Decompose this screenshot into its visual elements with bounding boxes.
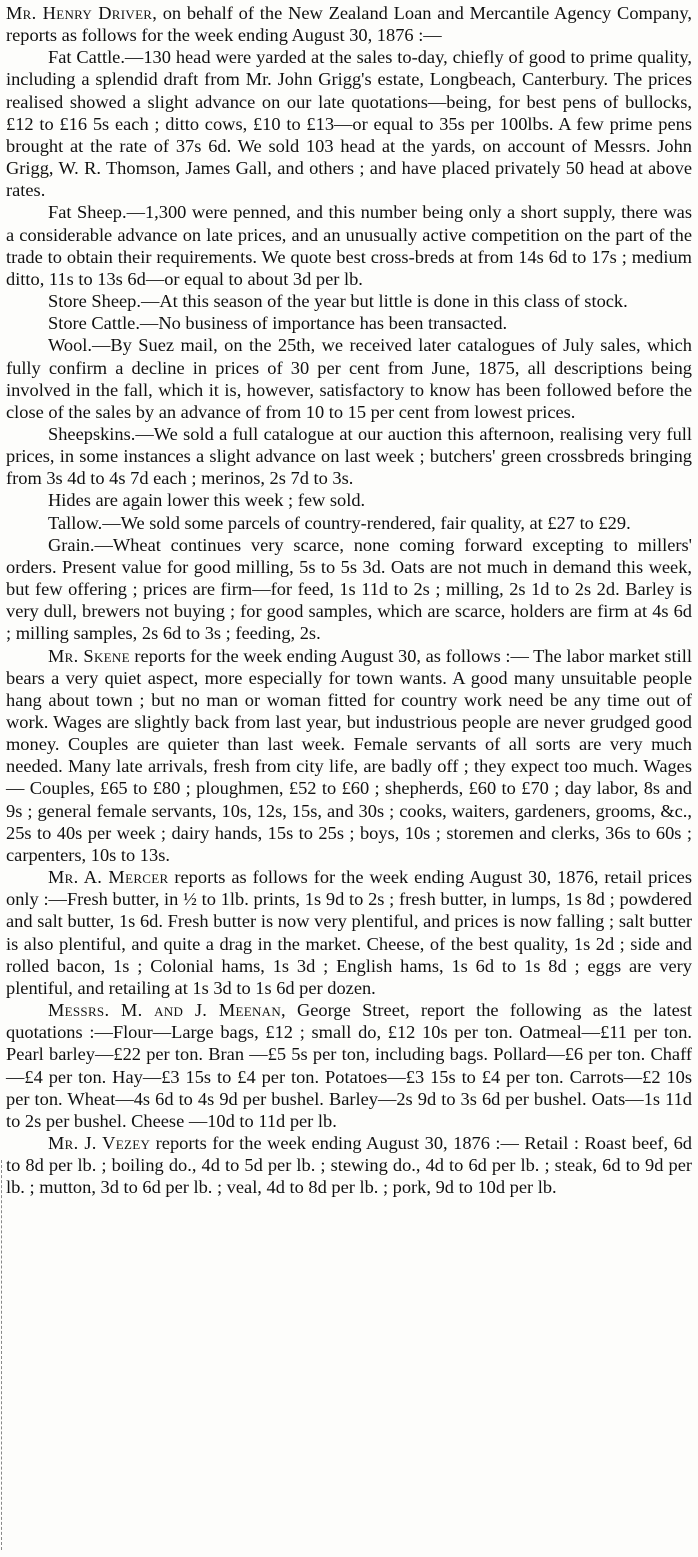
paragraph-text: Sheepskins.—We sold a full catalogue at our auction this afternoon, realising very full prices, in some instances a slight advance on last week ; butchers' green crossbreds bringing from 3s 4d to 4s 7d each ; merinos, 2s 7d to 3s. [6, 423, 692, 489]
paragraph-mercer-report [6, 866, 692, 999]
paragraph-vezey-report [6, 1132, 692, 1198]
paragraph-text: Fat Cattle.—130 head were yarded at the sales to-day, chiefly of good to prime quality, including a splendid draft from Mr. John Grigg's estate, Longbeach, Canterbury. The prices realised showed a slight advance on our late quotations—being, for best pens of bullocks, £12 to £16 5s each ; ditto cows, £10 to £13—or equal to 35s per 100lbs. A few prime pens brought at the rate of 37s 6d. We sold 103 head at the yards, on account of Messrs. John Grigg, W. R. Thomson, James Gall, and others ; and have placed privately 50 head at above rates. [6, 47, 692, 201]
paragraph-text: Grain.—Wheat continues very scarce, none coming forward excepting to millers' orders. Present value for good milling, 5s to 5s 3d. Oats are not much in demand this week, but few offering ; prices are firm—for feed, 1s 11d to 2s ; milling, 2s 1d to 2s 2d. Barley is very dull, brewers not buying ; for good samples, which are scarce, holders are firm at 4s 6d ; milling samples, 2s 6d to 3s ; feeding, 2s. [6, 534, 692, 644]
paragraph-skene-report [6, 645, 692, 867]
paragraph-grain [6, 534, 692, 645]
paragraph-text: Store Sheep.—At this season of the year but little is done in this class of stock. [48, 291, 628, 312]
paragraph-meenan-report [6, 999, 692, 1132]
paragraph-wool [6, 334, 692, 423]
reporter-name: Mr. J. Vezey [48, 1132, 151, 1153]
paragraph-text: , George Street, report the following as the latest quotations :—Flour—Large bags, £12 ; small do, £12 10s per ton. Oatmeal—£11 per ton. Pearl barley—£22 per ton. Bran —£5 5s per ton, including bags. Pollard—£6 per ton. Chaff—£4 per ton. Hay—£3 15s to £4 per ton. Potatoes—£3 15s to £4 per ton. Carrots—£2 10s per ton. Wheat—4s 6d to 4s 9d per bushel. Barley—2s 9d to 3s 6d per bushel. Oats—1s 11d to 2s per bushel. Cheese —10d to 11d per lb. [6, 1000, 692, 1131]
paragraph-text: reports as follows for the week ending August 30, 1876, retail prices only :—Fresh butter, in ½ to 1lb. prints, 1s 9d to 2s ; fresh butter, in lumps, 1s 8d ; powdered and salt butter, 1s 6d. Fresh butter is now very plentiful, and prices is now falling ; salt butter is also plentiful, and quite a drag in the market. Cheese, of the best quality, 1s 2d ; side and rolled bacon, 1s ; Colonial hams, 1s 3d ; English hams, 1s 6d to 1s 8d ; eggs are very plentiful, and retailing at 1s 3d to 1s 6d per dozen. [6, 867, 692, 998]
paragraph-store-sheep [6, 290, 692, 312]
paragraph-text: Hides are again lower this week ; few sold. [48, 490, 366, 511]
paragraph-text: Wool.—By Suez mail, on the 25th, we received later catalogues of July sales, which fully confirm a decline in prices of 30 per cent from June, 1875, all descriptions being involved in the fall, which it is, however, satisfactory to know has been followed before the close of the sales by an advance of from 10 to 15 per cent from lowest prices. [6, 335, 692, 422]
paragraph-fat-sheep [6, 201, 692, 290]
paragraph-text: reports for the week ending August 30, 1876 :— Retail : Roast beef, 6d to 8d per lb. ; boiling do., 4d to 5d per lb. ; stewing do., 4d to 6d per lb. ; steak, 6d to 9d per lb. ; mutton, 3d to 6d per lb. ; veal, 4d to 8d per lb. ; pork, 9d to 10d per lb. [6, 1132, 692, 1198]
reporter-name: Mr. Skene [48, 645, 130, 666]
paragraph-sheepskins [6, 423, 692, 489]
paragraph-driver-report [6, 2, 692, 46]
column-divider [1, 1160, 4, 1550]
paragraph-text: reports for the week ending August 30, as follows :— The labor market still bears a very quiet aspect, more especially for town wants. A good many unsuitable people hang about town ; but no man or woman fitted for country work need be any time out of work. Wages are slightly back from last year, but industrious people are never grudged good money. Couples are quieter than last week. Female servants of all sorts are very much needed. Many late arrivals, fresh from city life, are badly off ; they expect too much. Wages— Couples, £65 to £80 ; ploughmen, £52 to £60 ; shepherds, £60 to £70 ; day labor, 8s and 9s ; general female servants, 10s, 12s, 15s, and 30s ; cooks, waiters, gardeners, grooms, &c., 25s to 40s per week ; dairy hands, 15s to 25s ; boys, 10s ; storemen and clerks, 36s to 60s ; carpenters, 10s to 13s. [6, 645, 692, 865]
paragraph-store-cattle [6, 312, 692, 334]
paragraph-text: Store Cattle.—No business of importance has been transacted. [48, 313, 508, 334]
paragraph-text: Tallow.—We sold some parcels of country-rendered, fair quality, at £27 to £29. [48, 512, 631, 533]
paragraph-hides [6, 489, 692, 511]
paragraph-tallow [6, 512, 692, 534]
reporter-name: Mr. Henry Driver [6, 3, 153, 23]
paragraph-text: Fat Sheep.—1,300 were penned, and this number being only a short supply, there was a considerable advance on late prices, and an unusually active competition on the part of the trade to obtain their requirements. We quote best cross-breds at from 14s 6d to 17s ; medium ditto, 11s to 13s 6d—or equal to about 3d per lb. [6, 202, 692, 289]
reporter-name: Messrs. M. and J. Meenan [48, 1000, 282, 1021]
reporter-name: Mr. A. Mercer [48, 867, 169, 888]
paragraph-fat-cattle [6, 46, 692, 201]
paragraph-text: , on behalf of the New Zealand Loan and Mercantile Agency Company, reports as follows for the week ending August 30, 1876 :— [6, 3, 692, 46]
